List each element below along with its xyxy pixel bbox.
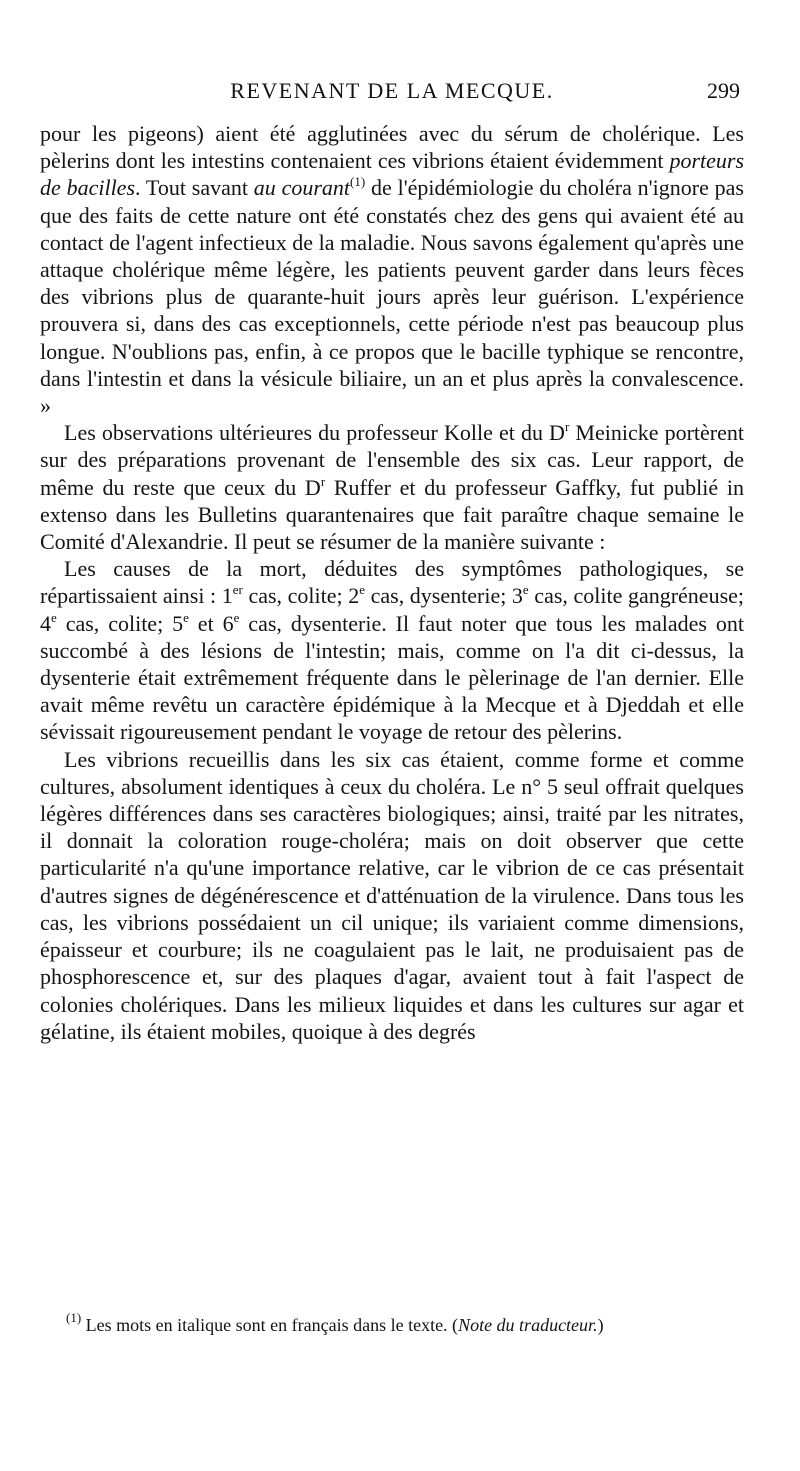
body-text (40, 120, 744, 1045)
paragraph-1-text-b: . Tout savant (135, 175, 254, 201)
footnote-reference: (1) (350, 174, 366, 190)
footnote (40, 1310, 744, 1337)
paragraph-4-text: Les vibrions recueillis dans les six cas étaient, comme forme et comme cultures, absolument identiques à ceux du choléra. Le n° 5 seul offrait quelques légères différences dans ses caractères biologiques; ainsi, traité par les nitrates, il donnait la coloration rouge-choléra; mais on doit observer que cette particularité n'a qu'une importance relative, car le vibrion de ce cas présentait d'autres signes de dégénérescence et d'atténuation de la virulence. Dans tous les cas, les vibrions possédaient un cil unique; ils variaient comme dimensions, épaisseur et courbure; ils ne coagulaient pas le lait, ne produisaient pas de phosphorescence et, sur des plaques d'agar, avaient tout à fait l'aspect de colonies cholériques. Dans les milieux liquides et dans les cultures sur agar et gélatine, ils étaient mobiles, quoique à des degrés (40, 746, 744, 1044)
footnote-text-b: ) (597, 1315, 604, 1335)
paragraph-2-text-c: Ruffer et du professeur Gaffky, fut publié in extenso dans les Bulletins quarantenaires que fait paraître chaque semaine le Comité d'Alexandrie. Il peut se résumer de la manière suivante : (40, 474, 744, 555)
superscript: e (359, 582, 366, 598)
paragraph-3 (40, 555, 744, 745)
superscript: e (233, 609, 240, 625)
page-number: 299 (707, 78, 740, 103)
paragraph-1-text-c: de l'épidémiologie du choléra n'ignore pas que des faits de cette nature ont été constatés chez des gens qui avaient été au contact de l'agent infectieux de la maladie. Nous savons également qu'après une attaque cholérique même légère, les patients peuvent garder dans leurs fèces des vibrions plus de quarante-huit jours après leur guérison. L'expérience prouvera si, dans des cas exceptionnels, cette période n'est pas beaucoup plus longue. N'oublions pas, enfin, à ce propos que le bacille typhique se rencontre, dans l'intestin et dans la vésicule biliaire, un an et plus après la convalescence. » (40, 175, 744, 419)
superscript: e (522, 582, 529, 598)
paragraph-3-text-f: et 6 (188, 610, 234, 636)
paragraph-3-text-g: cas, dysenterie. Il faut noter que tous les malades ont succombé à des lésions de l'intestin; mais, comme on l'a dit ci-dessus, la dysenterie était extrêmement fréquente dans le pèlerinage de l'an dernier. Elle avait même revêtu un caractère épidémique à la Mecque et à Djeddah et elle sévissait rigoureusement pendant le voyage de retour des pèlerins. (40, 610, 744, 745)
paragraph-3-text-e: cas, colite; 5 (56, 610, 184, 636)
paragraph-3-text-d: cas, colite gangréneuse; 4 (40, 583, 745, 636)
running-header (40, 78, 744, 112)
paragraph-2-text-a: Les observations ultérieures du professeur Kolle et du D (64, 420, 565, 446)
italic-porteurs-de-bacilles: porteurs de bacilles (40, 148, 744, 201)
superscript: r (564, 419, 570, 435)
running-title: REVENANT DE LA MECQUE. (230, 78, 554, 103)
paragraph-4 (40, 746, 744, 1045)
footnote-italic-note: Note du traducteur. (458, 1315, 598, 1335)
superscript: er (232, 582, 243, 598)
paragraph-1-text-a: pour les pigeons) aient été agglutinées avec du sérum de cholérique. Les pèlerins dont les intestins contenaient ces vibrions étaient évidemment (40, 121, 744, 174)
footnote-marker: (1) (66, 1310, 82, 1325)
paragraph-3-text-a: Les causes de la mort, déduites des symptômes pathologiques, se répartissaient ainsi : 1 (40, 556, 744, 609)
italic-au-courant: au courant (253, 175, 351, 201)
paragraph-1 (40, 120, 744, 419)
footnote-text-a: Les mots en italique sont en français dans le texte. ( (81, 1315, 459, 1335)
superscript: e (51, 609, 57, 625)
superscript: r (320, 473, 326, 489)
paragraph-3-text-c: cas, dysenterie; 3 (365, 583, 523, 609)
paragraph-3-text-b: cas, colite; 2 (242, 583, 360, 609)
superscript: e (183, 609, 189, 625)
paragraph-2 (40, 419, 744, 555)
paragraph-2-text-b: Meinicke portèrent sur des préparations provenant de l'ensemble des six cas. Leur rapport, de même du reste que ceux du D (40, 420, 744, 500)
